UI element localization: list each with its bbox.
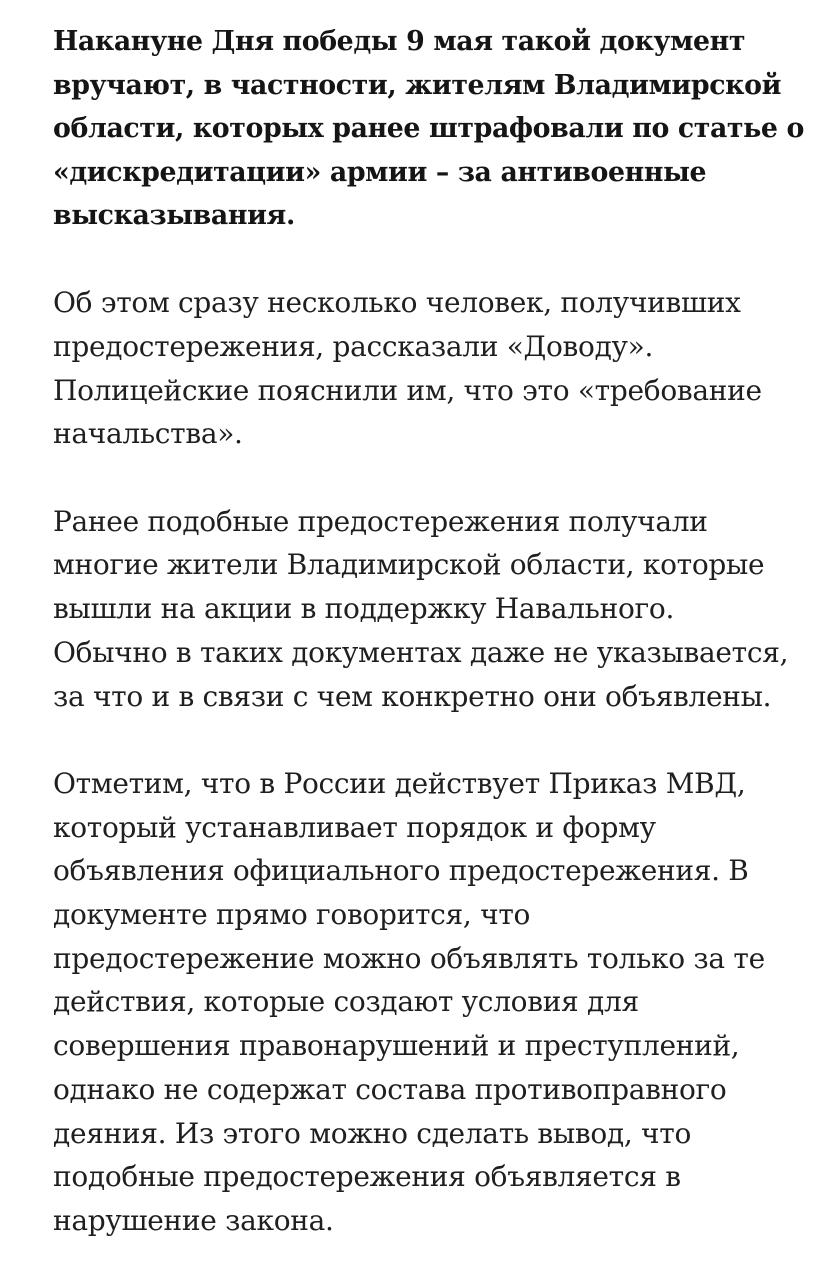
- body-paragraph: [53, 281, 783, 456]
- article-body: [53, 20, 804, 1243]
- text-line: Полицейские пояснили им, что это «требование: [53, 373, 762, 407]
- text-line: однако не содержат состава противоправного: [53, 1072, 727, 1106]
- text-line: высказывания.: [53, 200, 295, 231]
- text-line: за что и в связи с чем конкретно они объявлены.: [53, 679, 772, 713]
- text-line: начальства».: [53, 417, 243, 451]
- text-line: действия, которые создают условия для: [53, 985, 639, 1019]
- text-line: вручают, в частности, жителям Владимирской: [53, 69, 782, 101]
- text-line: Ранее подобные предостережения получали: [53, 504, 708, 538]
- text-line: предостережение можно объявлять только за те: [53, 941, 765, 975]
- text-line: Отметим, что в России действует Приказ МВД,: [53, 766, 746, 800]
- body-paragraph: [53, 500, 789, 719]
- body-paragraph: [53, 762, 783, 1243]
- text-line: Об этом сразу несколько человек, получивших: [53, 286, 741, 320]
- text-line: объявления официального предостережения. В: [53, 854, 749, 888]
- text-line: совершения правонарушений и преступлений,: [53, 1029, 740, 1063]
- text-line: документе прямо говорится, что: [53, 898, 531, 931]
- text-line: вышли на акции в поддержку Навального.: [53, 592, 675, 626]
- text-line: «дискредитации» армии – за антивоенные: [53, 156, 707, 188]
- text-line: Накануне Дня победы 9 мая такой документ: [53, 26, 746, 57]
- text-line: который устанавливает порядок и форму: [53, 810, 656, 844]
- text-line: Обычно в таких документах даже не указывается,: [53, 635, 789, 669]
- text-line: многие жители Владимирской области, которые: [53, 548, 765, 582]
- lead-paragraph: [53, 20, 804, 238]
- text-line: области, которых ранее штрафовали по статье о: [53, 113, 804, 144]
- text-line: деяния. Из этого можно сделать вывод, что: [53, 1116, 692, 1150]
- text-line: предостережения, рассказали «Доводу».: [53, 329, 654, 363]
- text-line: нарушение закона.: [53, 1203, 334, 1237]
- text-line: подобные предостережения объявляется в: [53, 1160, 681, 1194]
